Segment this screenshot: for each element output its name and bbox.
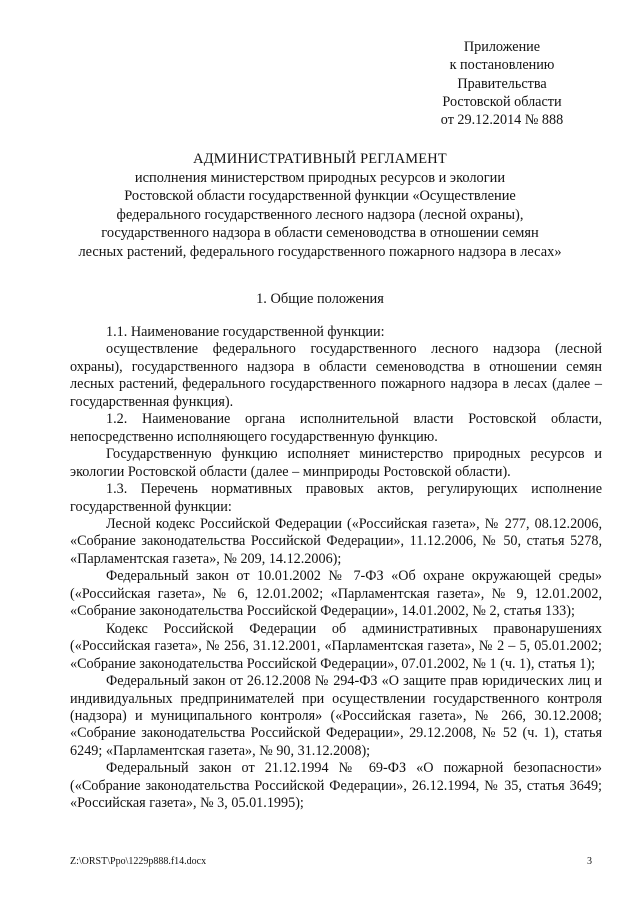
title-line: федерального государственного лесного надзора (лесной охраны),: [116, 206, 524, 223]
appendix-line: от 29.12.2014 № 888: [440, 112, 564, 129]
document-title: [40, 150, 600, 262]
appendix-block: [422, 38, 582, 129]
paragraph: Лесной кодекс Российской Федерации («Российская газета», № 277, 08.12.2006, «Собрание законодательства Российской Федерации», 11.12.2006, № 50, статья 5278, «Парламентская газета», № 209, 14.12.2006);: [70, 515, 602, 567]
page-number: 3: [587, 856, 592, 867]
footer-file-path: Z:\ORST\Ppo\1229p888.f14.docx: [70, 856, 207, 867]
paragraph: Государственную функцию исполняет министерство природных ресурсов и экологии Ростовской области (далее – минприроды Ростовской области).: [70, 446, 602, 480]
section-title: 1. Общие положения: [256, 291, 384, 307]
paragraph: Федеральный закон от 26.12.2008 № 294-ФЗ «О защите прав юридических лиц и индивидуальных предпринимателей при осуществлении государственного контроля (надзора) и муниципального контроля» («Российская газета», № 266, 30.12.2008; «Собрание законодательства Российской Федерации», 29.12.2008, № 52 (ч. 1), статья 6249; «Парламентская газета», № 90, 31.12.2008);: [70, 673, 602, 759]
paragraph: осуществление федерального государственного лесного надзора (лесной охраны), государственного надзора в области семеноводства в отношении семян лесных растений, федерального государственного пожарного надзора в лесах (далее – государственная функция).: [70, 341, 602, 410]
paragraph: Кодекс Российской Федерации об административных правонарушениях («Российская газета», № 256, 31.12.2001, «Парламентская газета», № 2 – 5, 05.01.2002; «Собрание законодательства Российской Федерации», 07.01.2002, № 1 (ч. 1), статья 1);: [70, 620, 602, 672]
paragraph: Федеральный закон от 10.01.2002 № 7-ФЗ «Об охране окружающей среды» («Российская газета», № 6, 12.01.2002; «Парламентская газета», № 9, 12.01.2002, «Собрание законодательства Российской Федерации», 14.01.2002, № 2, статья 133);: [70, 568, 602, 620]
appendix-line: Правительства: [457, 75, 547, 92]
title-line: исполнения министерством природных ресурсов и экологии: [134, 169, 506, 186]
title-line: лесных растений, федерального государственного пожарного надзора в лесах»: [78, 243, 562, 260]
title-line: государственного надзора в области семеноводства в отношении семян: [101, 225, 539, 242]
paragraph: 1.1. Наименование государственной функции:: [106, 324, 385, 340]
appendix-line: Ростовской области: [442, 93, 562, 110]
paragraph: Федеральный закон от 21.12.1994 № 69-ФЗ «О пожарной безопасности» («Собрание законодательства Российской Федерации», 26.12.1994, № 35, статья 3649; «Российская газета», № 3, 05.01.1995);: [70, 760, 602, 812]
paragraph: 1.3. Перечень нормативных правовых актов, регулирующих исполнение государственной функции:: [70, 481, 602, 515]
title-heading: АДМИНИСТРАТИВНЫЙ РЕГЛАМЕНТ: [193, 151, 447, 167]
title-line: Ростовской области государственной функции «Осуществление: [124, 188, 516, 205]
document-body: [70, 324, 602, 813]
appendix-line: к постановлению: [449, 57, 555, 74]
appendix-line: Приложение: [463, 39, 541, 55]
paragraph: 1.2. Наименование органа исполнительной власти Ростовской области, непосредственно исполняющего государственную функцию.: [70, 411, 602, 445]
